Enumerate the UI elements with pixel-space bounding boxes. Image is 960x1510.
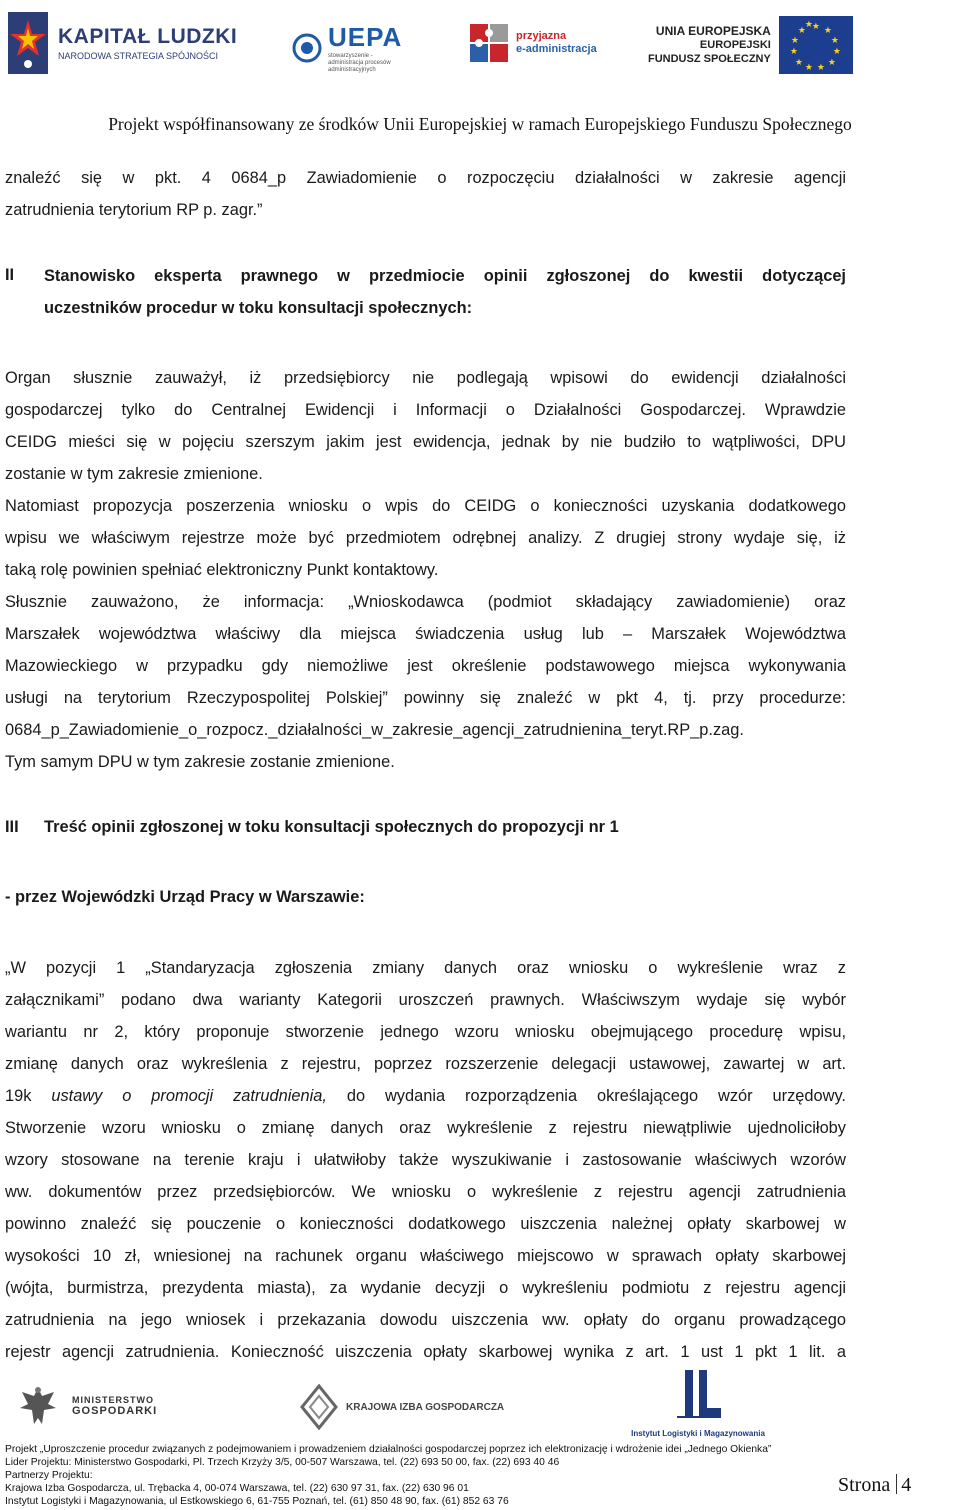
footer-ilim-line: Instytut Logistyki i Magazynowania, ul Estkowskiego 6, 61-755 Poznań, tel. (61) 850 48 90, fax. (61) 852 63 76 [5, 1496, 509, 1507]
ue-line1: UNIA EUROPEJSKA [655, 24, 771, 38]
footer-kig-line: Krajowa Izba Gospodarcza, ul. Trębacka 4, 00-074 Warszawa, tel. (22) 630 97 31, fax. (22) 630 96 01 [5, 1483, 469, 1494]
text-line: zatrudnienia terytorium RP p. zagr.” [5, 201, 263, 219]
text-line: zostanie w tym zakresie zmienione. [5, 465, 263, 483]
puzzle-icon [468, 22, 510, 64]
uepa-swirl-icon [292, 31, 322, 65]
text-line-mixed [5, 1080, 846, 1112]
italic-act-name: ustawy o promocji zatrudnienia, [51, 1087, 327, 1105]
paragraph-quote [5, 952, 846, 1368]
kig-name: KRAJOWA IZBA GOSPODARCZA [346, 1401, 505, 1413]
ue-line2: EUROPEJSKI [699, 39, 771, 51]
footer-logos [0, 1368, 960, 1443]
header-logos [0, 0, 960, 90]
by-line [5, 881, 846, 913]
section-ii-heading [44, 260, 846, 324]
text-line: 0684_p_Zawiadomienie_o_rozpocz._działalności_w_zakresie_agencji_zatrudnienina_teryt.RP_p.zag. [5, 721, 744, 739]
text-line: Natomiast propozycja poszerzenia wniosku o wpis do CEIDG o konieczności uzyskania dodatkowego [5, 497, 846, 515]
footer-project-line: Projekt „Uproszczenie procedur związanych z podejmowaniem i prowadzeniem działalności gospodarczej poprzez ich elektronizację i wdrożenie idei „Jednego Okienka” [5, 1444, 772, 1455]
ilim-name: Instytut Logistyki i Magazynowania [631, 1429, 765, 1438]
text-line: załącznikami” podano dwa warianty Kategorii uroszczeń prawnych. Właściwszym wydaje się wybór [5, 991, 846, 1009]
text-line: wariantu nr 2, który proponuje stworzenie jednego wzoru wniosku obejmującego procedurę wpisu, [5, 1023, 846, 1041]
text-line: zmianę danych oraz wykreślenia z rejestru, poprzez rozszerzenie delegacji ustawowej, zawartej w art. [5, 1055, 846, 1073]
text-line: rejestr agencji zatrudnienia. Konieczność uiszczenia opłaty skarbowej wynika z art. 1 ust 1 pkt 1 lit. a [5, 1343, 846, 1361]
page-divider [896, 1474, 897, 1494]
uepa-title: UEPA [328, 22, 403, 52]
text-line: wysokości 10 zł, wniesionej na rachunek organu właściwego miejscowo w sprawach opłaty skarbowej [5, 1247, 846, 1265]
przyjazna-e-administracja-logo [468, 22, 597, 64]
text-line: zatrudnienia na jego wniosek i przekazania dowodu uiszczenia ww. opłaty do organu prowadzącego [5, 1311, 846, 1329]
by-line-text: - przez Wojewódzki Urząd Pracy w Warszawie: [5, 888, 365, 906]
cofinancing-statement: Projekt współfinansowany ze środków Unii Europejskiej w ramach Europejskiego Funduszu Społecznego [108, 114, 852, 134]
section-iii-heading [44, 811, 846, 843]
text-line: Organ słusznie zauważył, iż przedsiębiorcy nie podlegają wpisowi do ewidencji działalności [5, 369, 846, 387]
text-run: 19k [5, 1087, 52, 1105]
text-line: „W pozycji 1 „Standaryzacja zgłoszenia zmiany danych oraz wniosku o wykreślenie wraz z [5, 959, 846, 977]
uepa-subtitle: stowarzyszenie - administracja procesów administracyjnych [328, 53, 391, 73]
text-line: wzory stosowane na terenie kraju i ułatwiłoby także wyszukiwanie i zastosowanie właściwych wzorów [5, 1151, 846, 1169]
text-line: (wójta, burmistrza, prezydenta miasta), za wydanie decyzji o wykreśleniu podmiotu z rejestru agencji [5, 1279, 846, 1297]
heading-line: uczestników procedur w toku konsultacji społecznych: [44, 299, 473, 317]
section-number-iii: III [5, 818, 19, 836]
paragraph-slusznie [5, 586, 846, 778]
footer-leader-line: Lider Projektu: Ministerstwo Gospodarki, Pl. Trzech Krzyży 3/5, 00-507 Warszawa, tel. (22) 693 50 00, fax. (22) 693 40 46 [5, 1457, 560, 1468]
kapital-ludzki-logo [8, 12, 237, 74]
footer-partners-label: Partnerzy Projektu: [5, 1470, 93, 1481]
page-label: Strona [838, 1474, 891, 1496]
paragraph-natomiast [5, 490, 846, 586]
ilim-logo [628, 1368, 768, 1438]
uepa-logo [292, 22, 402, 74]
kig-emblem-icon [300, 1384, 338, 1430]
heading-line: Treść opinii zgłoszonej w toku konsultacji społecznych do propozycji nr 1 [44, 818, 619, 836]
text-run: do wydania rozporządzenia określającego wzór urzędowy. [326, 1087, 846, 1105]
text-line: CEIDG mieści się w pojęciu szerszym jakim jest ewidencja, jednak by nie budziło to wątpliwości, DPU [5, 433, 846, 451]
page-number-value: 4 [901, 1474, 912, 1496]
pe-line2: e-administracja [516, 43, 597, 55]
mg-line2: GOSPODARKI [72, 1405, 158, 1417]
kig-logo [300, 1384, 504, 1430]
section-number-ii: II [5, 266, 15, 284]
text-line: usługi na terytorium Rzeczypospolitej Polskiej” powinny się znaleźć w pkt 4, tj. przy procedurze: [5, 689, 846, 707]
heading-line: Stanowisko eksperta prawnego w przedmiocie opinii zgłoszonej do kwestii dotyczącej [44, 267, 846, 285]
paragraph-organ [5, 362, 846, 490]
text-line: Słusznie zauważono, że informacja: „Wnioskodawca (podmiot składający zawiadomienie) oraz [5, 593, 846, 611]
kapital-ludzki-title: KAPITAŁ LUDZKI [58, 25, 238, 48]
text-line: znaleźć się w pkt. 4 0684_p Zawiadomienie o rozpoczęciu działalności w zakresie agencji [5, 169, 846, 187]
page-number [838, 1474, 911, 1497]
text-line: Stworzenie wzoru wniosku o zmianę danych oraz wykreślenie z rejestru niewątpliwie ujednoliciłoby [5, 1119, 846, 1137]
text-line: taką rolę powinien spełniać elektroniczny Punkt kontaktowy. [5, 561, 439, 579]
text-line: Mazowieckiego w przypadku gdy niemożliwe jest określenie podstawowego miejsca wykonywania [5, 657, 846, 675]
eagle-emblem-icon [14, 1382, 62, 1430]
text-line: ww. dokumentów przez przedsiębiorców. We wniosku o wykreślenie z rejestru agencji zatrudnienia [5, 1183, 846, 1201]
eu-flag-icon: ★ ★ ★ ★ ★ ★ ★ ★ ★ ★ ★ ★ [779, 16, 853, 74]
kapital-ludzki-star-icon [8, 12, 48, 74]
ministerstwo-gospodarki-logo [14, 1382, 157, 1430]
eu-efs-logo [648, 16, 853, 74]
ue-line3: FUNDUSZ SPOŁECZNY [648, 53, 771, 65]
ilim-emblem-icon [671, 1368, 725, 1420]
kapital-ludzki-subtitle: NARODOWA STRATEGIA SPÓJNOŚCI [58, 51, 219, 61]
mg-line1: MINISTERSTWO [72, 1395, 154, 1405]
text-line: gospodarczej tylko do Centralnej Ewidencji i Informacji o Działalności Gospodarczej. Wprawdzie [5, 401, 846, 419]
paragraph-continuation [5, 162, 846, 226]
text-line: Marszałek województwa właściwy dla miejsca świadczenia usług lub – Marszałek Województwa [5, 625, 846, 643]
pe-line1: przyjazna [516, 30, 567, 42]
text-line: powinno znaleźć się pouczenie o konieczności dodatkowego uiszczenia należnej opłaty skarbowej w [5, 1215, 846, 1233]
text-line: Tym samym DPU w tym zakresie zostanie zmienione. [5, 753, 395, 771]
text-line: wpisu we właściwym rejestrze może być przedmiotem odrębnej analizy. Z drugiej strony wydaje się, iż [5, 529, 846, 547]
